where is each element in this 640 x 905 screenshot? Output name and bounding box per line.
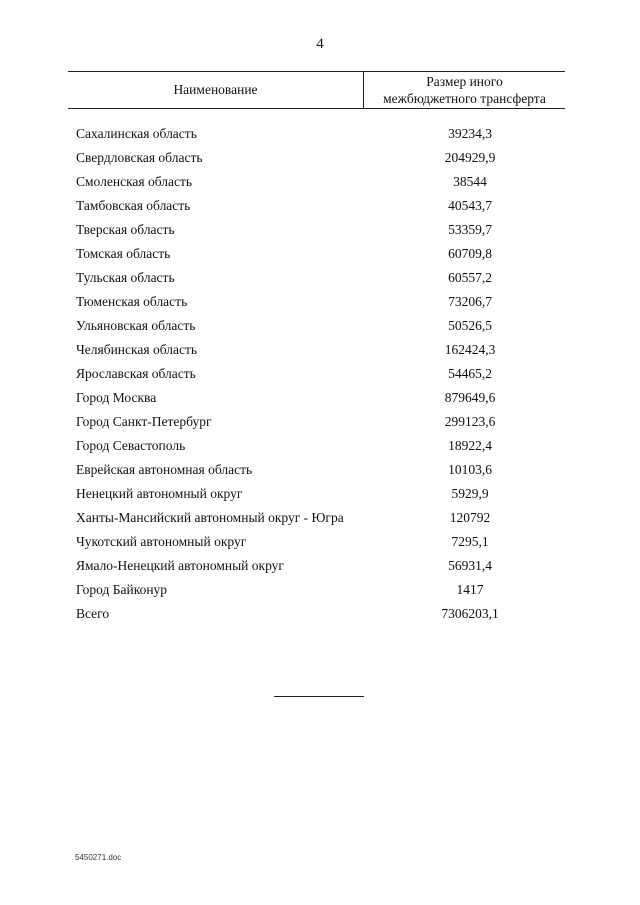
table-header bbox=[68, 71, 565, 109]
transfer-amount: 60557,2 bbox=[448, 270, 492, 285]
table-row bbox=[0, 578, 640, 602]
transfer-amount: 53359,7 bbox=[448, 222, 492, 237]
region-name: Тульская область bbox=[76, 270, 175, 285]
table-row bbox=[0, 602, 640, 626]
closing-rule bbox=[274, 696, 364, 697]
transfer-amount: 5929,9 bbox=[451, 486, 489, 501]
region-name: Всего bbox=[76, 606, 110, 621]
transfer-amount: 56931,4 bbox=[448, 558, 492, 573]
region-name: Ненецкий автономный округ bbox=[76, 486, 243, 501]
table-row bbox=[0, 506, 640, 530]
table-row bbox=[0, 386, 640, 410]
transfer-amount: 120792 bbox=[449, 510, 491, 525]
transfer-amount: 879649,6 bbox=[444, 390, 496, 405]
region-name: Ямало-Ненецкий автономный округ bbox=[76, 558, 284, 573]
column-header-size-line1: Размер иного bbox=[426, 74, 503, 89]
table-row bbox=[0, 290, 640, 314]
transfer-amount: 18922,4 bbox=[448, 438, 492, 453]
transfer-amount: 10103,6 bbox=[448, 462, 492, 477]
table-row bbox=[0, 146, 640, 170]
transfer-amount: 73206,7 bbox=[448, 294, 492, 309]
table-row bbox=[0, 362, 640, 386]
document-id: 5450271.doc bbox=[75, 853, 122, 862]
transfer-amount: 40543,7 bbox=[448, 198, 492, 213]
table-row bbox=[0, 194, 640, 218]
region-name: Город Байконур bbox=[76, 582, 168, 597]
table-row bbox=[0, 122, 640, 146]
region-name: Смоленская область bbox=[76, 174, 193, 189]
region-name: Ханты-Мансийский автономный округ - Югра bbox=[76, 510, 344, 525]
table-row bbox=[0, 266, 640, 290]
region-name: Город Севастополь bbox=[76, 438, 186, 453]
page-number: 4 bbox=[316, 36, 324, 52]
table-row bbox=[0, 338, 640, 362]
region-name: Ульяновская область bbox=[76, 318, 196, 333]
transfer-amount: 54465,2 bbox=[448, 366, 492, 381]
table-row bbox=[0, 482, 640, 506]
transfer-amount: 162424,3 bbox=[444, 342, 496, 357]
table-body bbox=[0, 122, 640, 626]
transfer-amount: 7306203,1 bbox=[441, 606, 499, 621]
region-name: Чукотский автономный округ bbox=[76, 534, 247, 549]
transfer-amount: 50526,5 bbox=[448, 318, 492, 333]
column-header-size bbox=[364, 73, 565, 107]
table-row bbox=[0, 530, 640, 554]
region-name: Город Санкт-Петербург bbox=[76, 414, 212, 429]
table-row bbox=[0, 458, 640, 482]
region-name: Тверская область bbox=[76, 222, 175, 237]
table-row bbox=[0, 410, 640, 434]
region-name: Челябинская область bbox=[76, 342, 198, 357]
region-name: Томская область bbox=[76, 246, 171, 261]
transfer-amount: 204929,9 bbox=[444, 150, 496, 165]
region-name: Тамбовская область bbox=[76, 198, 191, 213]
transfer-amount: 299123,6 bbox=[444, 414, 496, 429]
region-name: Тюменская область bbox=[76, 294, 188, 309]
table-row bbox=[0, 314, 640, 338]
region-name: Ярославская область bbox=[76, 366, 196, 381]
column-header-size-line2: межбюджетного трансферта bbox=[383, 91, 546, 106]
transfer-amount: 60709,8 bbox=[448, 246, 492, 261]
transfer-amount: 38544 bbox=[453, 174, 487, 189]
region-name: Сахалинская область bbox=[76, 126, 197, 141]
column-header-name: Наименование bbox=[173, 82, 258, 97]
table-row bbox=[0, 170, 640, 194]
region-name: Свердловская область bbox=[76, 150, 203, 165]
table-row bbox=[0, 242, 640, 266]
region-name: Еврейская автономная область bbox=[76, 462, 253, 477]
transfer-amount: 39234,3 bbox=[448, 126, 492, 141]
transfer-amount: 7295,1 bbox=[451, 534, 489, 549]
table-row bbox=[0, 218, 640, 242]
table-row bbox=[0, 434, 640, 458]
region-name: Город Москва bbox=[76, 390, 157, 405]
transfer-amount: 1417 bbox=[456, 582, 484, 597]
table-row bbox=[0, 554, 640, 578]
